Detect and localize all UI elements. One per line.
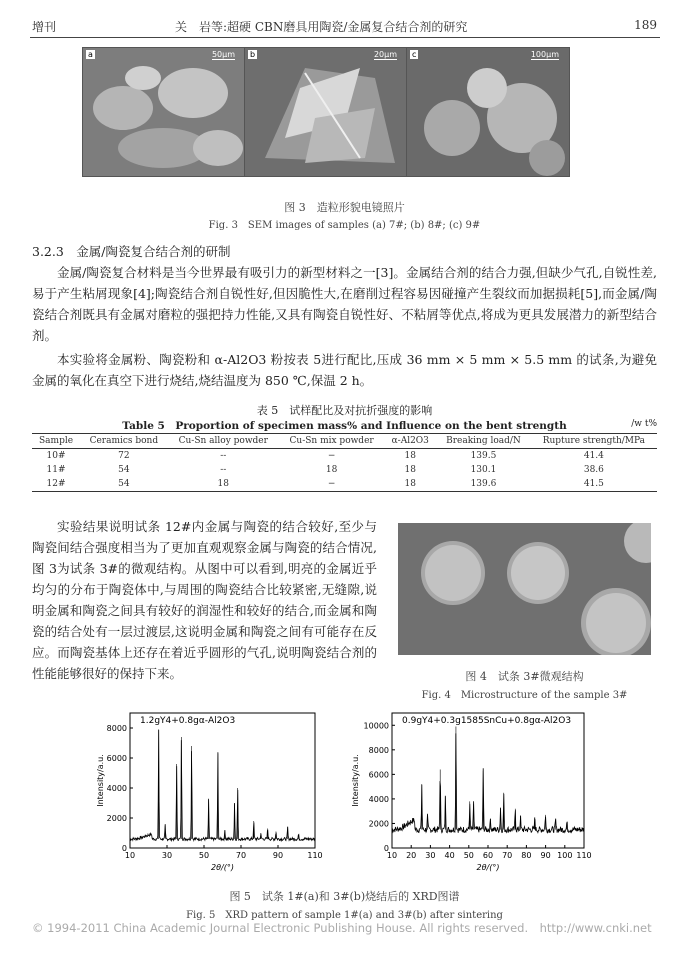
- xrd-series-line: [392, 733, 584, 832]
- table5-title-cn: 表 5 试样配比及对抗折强度的影响: [256, 404, 433, 417]
- cell: 139.5: [470, 451, 497, 461]
- x-tick-label: 90: [540, 851, 551, 860]
- panel-label-a: a: [88, 50, 93, 59]
- cell: 38.6: [583, 465, 604, 475]
- cell: 54: [118, 479, 130, 489]
- col-alumina: α-Al2O3: [391, 436, 429, 446]
- sem-image-a: [82, 47, 246, 177]
- cell: 41.4: [583, 451, 604, 461]
- xrd-chart-a: [95, 708, 325, 876]
- x-tick-label: 30: [425, 851, 436, 860]
- cell: 12#: [46, 479, 66, 489]
- x-tick-label: 50: [198, 851, 210, 860]
- y-tick-label: 6000: [106, 754, 127, 763]
- y-tick-label: 2000: [368, 819, 389, 829]
- col-cusn-mix: Cu-Sn mix powder: [289, 436, 374, 446]
- cell: 18: [404, 479, 416, 489]
- xrd-chart-b: [350, 708, 595, 876]
- cell: 130.1: [470, 465, 497, 475]
- x-tick-label: 110: [307, 851, 323, 860]
- cell: 10#: [46, 451, 66, 461]
- table5-title-en: Table 5 Proportion of specimen mass% and Influence on the bent strength: [122, 420, 567, 432]
- table5-unit: /w t%: [631, 419, 657, 429]
- cell: --: [220, 451, 227, 461]
- cell: 18: [404, 451, 416, 461]
- sem-image-c: [406, 47, 570, 177]
- x-tick-label: 60: [482, 851, 494, 860]
- y-axis-label: Intensity/a.u.: [96, 754, 105, 807]
- microstructure-image: [398, 523, 651, 655]
- scale-bar-a: 50μm: [211, 50, 235, 59]
- x-tick-label: 110: [576, 851, 592, 860]
- x-tick-label: 10: [124, 851, 136, 860]
- section-heading: 3.2.3 金属/陶瓷复合结合剂的研制: [32, 244, 231, 259]
- y-tick-label: 4000: [368, 794, 389, 804]
- x-axis-label: 2θ/(°): [476, 863, 500, 872]
- cell: 139.6: [470, 479, 497, 489]
- cell: 18: [325, 465, 338, 475]
- journal-issue-label: 增刊: [32, 20, 57, 34]
- cell: −: [327, 451, 336, 461]
- cell: --: [220, 465, 227, 475]
- page-number: 189: [634, 18, 657, 32]
- copyright-footer: © 1994-2011 China Academic Journal Electronic Publishing House. All rights reserved. http://www.cnki.net: [32, 921, 652, 935]
- paragraph-2: 本实验将金属粉、陶瓷粉和 α-Al2O3 粉按表 5进行配比,压成 36 mm × 5 mm × 5.5 mm 的试条,为避免金属的氧化在真空下进行烧结,烧结温度为 850 ℃,保温 2 h。: [32, 352, 657, 388]
- scale-bar-b: 20μm: [373, 50, 397, 59]
- x-tick-label: 20: [406, 851, 417, 860]
- table-row: [32, 463, 657, 477]
- x-tick-label: 70: [235, 851, 247, 860]
- scale-bar-c: 100μm: [530, 50, 559, 59]
- y-tick-label: 6000: [368, 770, 389, 780]
- panel-label-b: b: [250, 50, 256, 59]
- x-tick-label: 90: [272, 851, 284, 860]
- figure4-caption-cn: 图 4 试条 3#微观结构: [465, 670, 584, 683]
- figure5-caption-en: Fig. 5 XRD pattern of sample 1#(a) and 3#(b) after sintering: [186, 910, 503, 921]
- x-axis-label: 2θ/(°): [211, 863, 234, 872]
- col-rupture-strength: Rupture strength/MPa: [542, 436, 646, 446]
- y-tick-label: 2000: [106, 814, 127, 823]
- figure4-caption-en: Fig. 4 Microstructure of the sample 3#: [421, 690, 628, 701]
- y-tick-label: 8000: [106, 724, 127, 733]
- col-ceramics-bond: Ceramics bond: [89, 436, 159, 446]
- x-tick-label: 100: [557, 851, 573, 860]
- figure3-caption-cn: 图 3 造粒形貌电镜照片: [284, 201, 405, 214]
- y-tick-label: 8000: [368, 745, 389, 755]
- y-tick-label: 0: [121, 844, 127, 853]
- panel-label-c: c: [412, 50, 417, 59]
- table5: [32, 433, 657, 492]
- x-tick-label: 80: [521, 851, 532, 860]
- x-tick-label: 50: [463, 851, 474, 860]
- paragraph-3: 实验结果说明试条 12#内金属与陶瓷的结合较好,至少与陶瓷间结合强度相当为了更加直观观察金属与陶瓷的结合情况,图 3为试条 3#的微观结构。从图中可以看到,明亮的金属近乎均匀的分布于陶瓷体中,与周围的陶瓷结合比较紧密,无缝隙,说明金属和陶瓷之间具有较好的润湿性和较好的结合,而金属和陶瓷的结合处有一层过渡层,这说明金属和陶瓷之间有可能存在反应。而陶瓷基体上还存在着近乎圆形的气孔,说明陶瓷结合剂的性能能够很好的保持下来。: [32, 519, 377, 681]
- cell: 11#: [46, 465, 66, 475]
- running-title: 关 岩等:超硬 CBN磨具用陶瓷/金属复合结合剂的研究: [175, 20, 468, 34]
- cell: −: [327, 479, 336, 489]
- x-tick-label: 40: [444, 851, 455, 860]
- col-cusn-alloy: Cu-Sn alloy powder: [178, 436, 268, 446]
- col-sample: Sample: [39, 436, 74, 446]
- x-tick-label: 30: [161, 851, 173, 860]
- table-row: [32, 449, 657, 464]
- cell: 72: [118, 451, 130, 461]
- col-breaking-load: Breaking load/N: [446, 436, 521, 446]
- header-rule: [30, 37, 660, 38]
- chart-title: 1.2gY4+0.8gα-Al2O3: [140, 716, 236, 726]
- sem-image-b: [244, 47, 408, 177]
- y-axis-label: Intensity/a.u.: [351, 754, 360, 807]
- y-tick-label: 0: [383, 844, 389, 853]
- cell: 54: [118, 465, 130, 475]
- x-tick-label: 10: [386, 851, 398, 860]
- xrd-series-line: [130, 730, 315, 841]
- figure5-caption-cn: 图 5 试条 1#(a)和 3#(b)烧结后的 XRD图谱: [229, 890, 460, 903]
- y-tick-label: 4000: [106, 784, 127, 793]
- cell: 41.5: [583, 479, 604, 489]
- chart-title: 0.9gY4+0.3g1585SnCu+0.8gα-Al2O3: [402, 716, 572, 726]
- figure3-caption-en: Fig. 3 SEM images of samples (a) 7#; (b) 8#; (c) 9#: [208, 220, 481, 231]
- table-row: [32, 477, 657, 492]
- x-tick-label: 70: [502, 851, 513, 860]
- cell: 18: [404, 465, 416, 475]
- y-tick-label: 10000: [363, 721, 389, 731]
- paragraph-1: 金属/陶瓷复合材料是当今世界最有吸引力的新型材料之一[3]。金属结合剂的结合力强,但缺少气孔,自锐性差,易于产生粘屑现象[4];陶瓷结合剂自锐性好,但因脆性大,在磨削过程容易因碰撞产生裂纹而加据损耗[5],而金属/陶瓷结合剂既具有金属对磨粒的强把持力性能,又具有陶瓷自锐性好、不粘屑等优点,将成为更具发展潜力的新型结合剂。: [32, 265, 657, 343]
- cell: 18: [217, 479, 229, 489]
